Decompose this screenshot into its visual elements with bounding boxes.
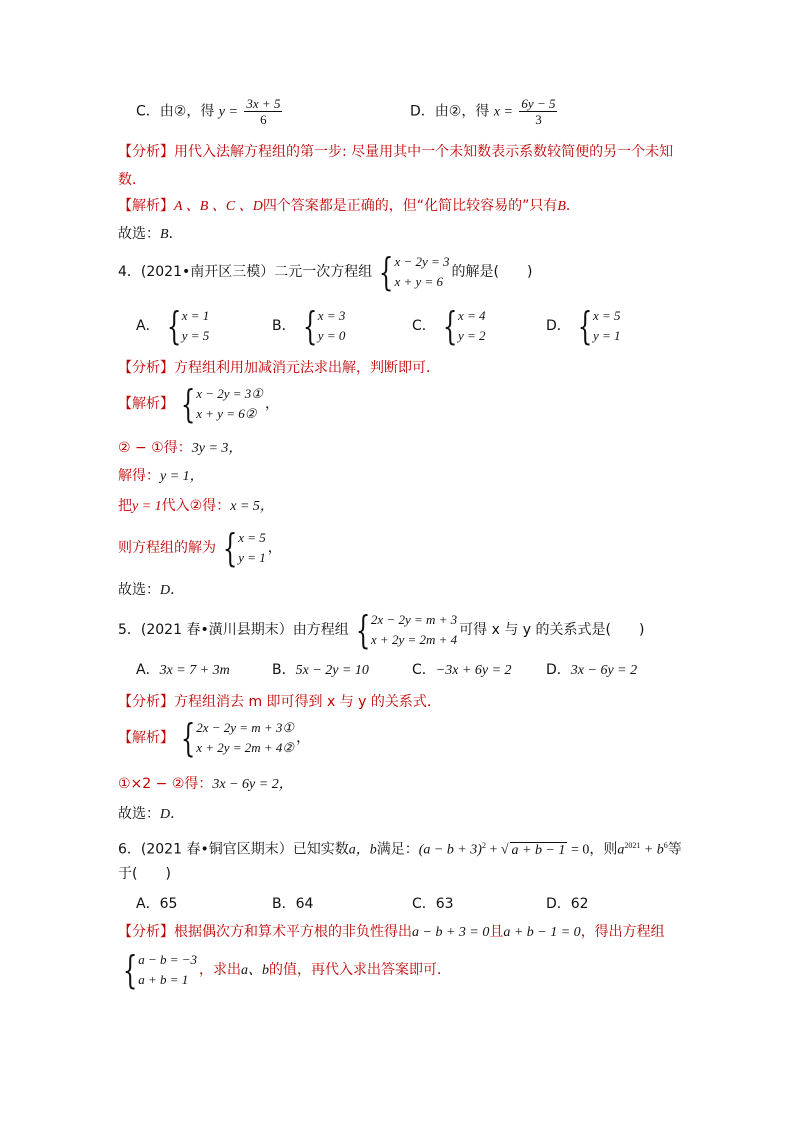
q5-solution: 【解析】 { 2x − 2y = m + 3① x + 2y = 2m + 4② ， — [118, 716, 311, 760]
q4-option-b: B． { x = 3 y = 0 — [272, 304, 346, 348]
q5-system: { 2x − 2y = m + 3 x + 2y = 2m + 4 — [355, 608, 458, 652]
analysis-tag: 【分析】 — [118, 144, 174, 160]
q3-option-d-lhs: x = — [493, 104, 513, 120]
q3-option-d-label: D．由②，得 — [410, 103, 490, 120]
q6-analysis-system: { a − b = −3 a + b = 1 — [122, 948, 198, 992]
q4-solution-system: { x − 2y = 3① x + y = 6② — [180, 382, 263, 426]
q6-option-d: D．62 — [546, 896, 589, 912]
q4-option-d: D． { x = 5 y = 1 — [546, 304, 621, 348]
q5-option-d: D．3x − 6y = 2 — [546, 662, 638, 678]
q3-option-d-fraction: $\frac{6y - 5}{3}$ — [521, 96, 556, 127]
q5-option-b: B．5x − 2y = 10 — [272, 662, 369, 678]
q3-analysis-cont: 数． — [118, 172, 146, 188]
q5-answer: 故选：D． — [118, 806, 185, 822]
q4-system: { x − 2y = 3 x + y = 6 — [379, 250, 450, 294]
q3-solution: 【解析】A 、B 、C 、D四个答案都是正确的，但“化简比较容易的”只有B． — [118, 198, 580, 214]
solution-tag: 【解析】 — [118, 198, 174, 214]
q3-option-d — [410, 96, 559, 127]
q4-solution: 【解析】 { x − 2y = 3① x + y = 6② ， — [118, 382, 279, 426]
q5-stem: 5．(2021 春•潢川县期末）由方程组 { 2x − 2y = m + 3 x + 2y = 2m + 4 可得 x 与 y 的关系式是( ) — [118, 608, 645, 652]
q4-option-c: C． { x = 4 y = 2 — [412, 304, 486, 348]
q4-stem: 4．(2021•南开区三模）二元一次方程组 { x − 2y = 3 x + y = 6 的解是( ) — [118, 250, 533, 294]
q5-step1: ①×2 − ②得：3x − 6y = 2， — [118, 776, 293, 792]
q5-option-c: C．−3x + 6y = 2 — [412, 662, 512, 678]
q6-option-c: C．63 — [412, 896, 454, 912]
q3-option-c-fraction: $\frac{3x + 5}{6}$ — [246, 96, 281, 127]
q3-option-c-lhs: y = — [218, 104, 238, 120]
q4-answer: 故选：D． — [118, 582, 185, 598]
q4-step2: 解得：y = 1， — [118, 468, 204, 484]
q3-answer: 故选：B． — [118, 226, 183, 242]
q3-option-c — [136, 96, 284, 127]
q6-analysis: 【分析】根据偶次方和算术平方根的非负性得出a − b + 3 = 0且a + b − 1 = 0，得出方程组 — [118, 924, 665, 940]
q5-option-a: A．3x = 7 + 3m — [136, 662, 230, 678]
q4-analysis: 【分析】方程组利用加减消元法求出解，判断即可． — [118, 360, 440, 376]
q6-stem-cont: 于( ) — [118, 866, 171, 882]
q4-option-a: A． { x = 1 y = 5 — [136, 304, 210, 348]
q5-analysis: 【分析】方程组消去 m 即可得到 x 与 y 的关系式． — [118, 694, 441, 710]
q6-stem: 6．(2021 春•铜官区期末）已知实数a，b满足：$(a - b + 3)^2$ + √ a + b − 1 = 0，则$a^{2021} + b^6$等 — [118, 841, 682, 858]
q6-option-a: A．65 — [136, 896, 178, 912]
q6-analysis-cont: { a − b = −3 a + b = 1 ，求出a、b的值，再代入求出答案即可． — [118, 950, 451, 991]
q4-step1: ② − ①得：3y = 3， — [118, 440, 243, 456]
q3-analysis: 【分析】用代入法解方程组的第一步: 尽量用其中一个未知数表示系数较简便的另一个未知 — [118, 144, 674, 160]
q3-option-c-label: C．由②，得 — [136, 103, 215, 120]
q5-solution-system: { 2x − 2y = m + 3① x + 2y = 2m + 4② — [180, 716, 295, 760]
q6-option-b: B．64 — [272, 896, 314, 912]
q4-step4: 则方程组的解为 { x = 5 y = 1 ， — [118, 526, 282, 570]
q4-step3: 把y = 1代入②得：x = 5， — [118, 498, 274, 514]
